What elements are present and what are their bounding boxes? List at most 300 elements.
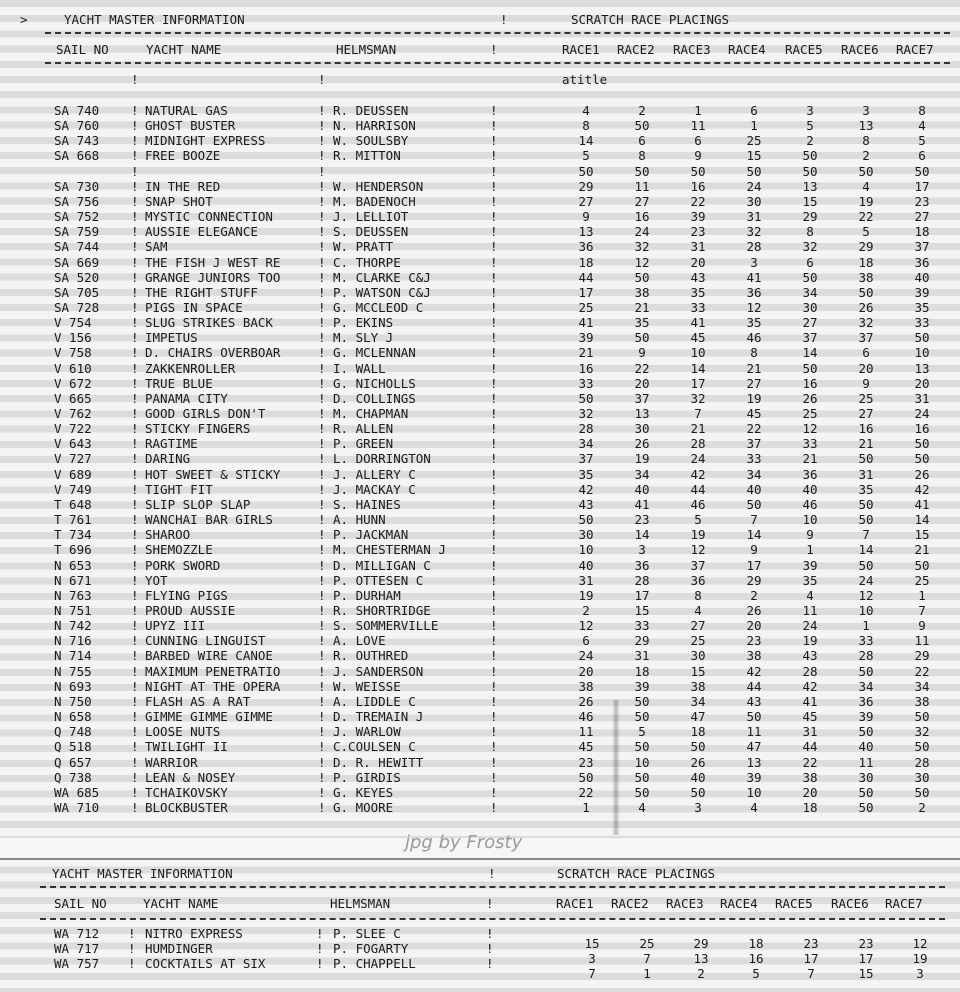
race-placing: 1 <box>582 799 590 815</box>
race-placing: 16 <box>690 178 706 194</box>
yacht-name: YOT <box>145 572 168 588</box>
race-placing: 11 <box>578 724 594 740</box>
race-placing: 24 <box>578 648 594 664</box>
race-placing: 8 <box>582 118 590 134</box>
helmsman-name: D. TREMAIN J <box>333 709 424 724</box>
yacht-name: DARING <box>145 451 191 467</box>
race-placing: 50 <box>634 163 650 179</box>
column-divider: ! <box>318 769 326 785</box>
sail-number: V 762 <box>54 406 92 421</box>
column-divider: ! <box>490 557 498 573</box>
race-placing: 46 <box>578 709 594 724</box>
race-placing: 9 <box>750 542 758 558</box>
race-placing: 22 <box>802 754 818 770</box>
race-placing: 3 <box>588 951 596 966</box>
race-placing: 27 <box>746 375 762 391</box>
table-row <box>0 800 960 815</box>
column-divider: ! <box>131 769 139 785</box>
sail-number: V 610 <box>54 360 92 376</box>
race-placing: 3 <box>862 103 870 118</box>
column-divider: ! <box>131 103 139 118</box>
race-placing: 42 <box>690 466 706 482</box>
race-placing: 50 <box>634 693 650 709</box>
race-placing: 30 <box>746 193 762 209</box>
column-divider: ! <box>318 193 326 209</box>
race-placing: 36 <box>690 572 706 588</box>
race-placing: 13 <box>746 754 762 770</box>
race-placing: 18 <box>634 663 650 679</box>
race-placing: 4 <box>582 103 590 118</box>
race-placing: 32 <box>802 239 818 255</box>
race-placing: 1 <box>694 103 702 118</box>
race-placing: 22 <box>690 193 706 209</box>
race-placing: 23 <box>803 936 819 951</box>
helmsman-name: W. WEISSE <box>333 678 401 694</box>
column-divider: ! <box>131 148 139 164</box>
yacht-name: SLUG STRIKES BACK <box>145 315 273 331</box>
column-divider: ! <box>318 254 326 270</box>
column-divider: ! <box>131 118 139 134</box>
column-divider: ! <box>131 330 139 346</box>
column-divider: ! <box>131 315 139 331</box>
table-row <box>0 330 960 345</box>
sail-number: WA 757 <box>54 956 100 971</box>
column-divider: ! <box>131 739 139 755</box>
column-divider: ! <box>490 209 498 225</box>
column-divider: ! <box>131 799 139 815</box>
race-placing: 11 <box>746 724 762 740</box>
race-header-7: RACE7 <box>896 42 934 57</box>
race-placing: 30 <box>802 300 818 315</box>
yacht-name: MIDNIGHT EXPRESS <box>145 133 266 149</box>
helmsman-name: M. CHESTERMAN J <box>333 542 446 558</box>
race-placing: 21 <box>802 451 818 467</box>
race-placing: 50 <box>914 557 930 573</box>
race-placing: 22 <box>914 663 930 679</box>
table-row <box>0 239 960 254</box>
column-divider: ! <box>488 866 496 881</box>
sail-number: N 671 <box>54 572 92 588</box>
sail-number: SA 740 <box>54 103 100 118</box>
race-placing: 43 <box>802 648 818 664</box>
race-placing: 14 <box>858 542 874 558</box>
race-placing: 14 <box>634 527 650 543</box>
sheet2-title-row <box>0 866 960 881</box>
race-placing: 50 <box>802 148 818 164</box>
table-row <box>0 558 960 573</box>
race-placing: 36 <box>802 466 818 482</box>
race-placing: 13 <box>693 951 709 966</box>
race-placing: 38 <box>802 769 818 785</box>
sail-number: N 763 <box>54 587 92 603</box>
column-divider: ! <box>318 163 326 179</box>
race-placing: 4 <box>806 587 814 603</box>
helmsman-name: S. HAINES <box>333 496 401 512</box>
sail-number: N 742 <box>54 618 92 634</box>
table-row <box>0 648 960 663</box>
race-placing: 4 <box>694 603 702 618</box>
yacht-name: IN THE RED <box>145 178 221 194</box>
race-placing: 42 <box>578 481 594 497</box>
table-row <box>0 497 960 512</box>
column-divider: ! <box>318 360 326 376</box>
race-placing: 44 <box>746 678 762 694</box>
yacht-name: BARBED WIRE CANOE <box>145 648 273 664</box>
race-placing: 9 <box>862 375 870 391</box>
column-divider: ! <box>318 663 326 679</box>
race-header-1: RACE1 <box>556 896 594 911</box>
race-placing: 39 <box>858 709 874 724</box>
header-yacht-name: YACHT NAME <box>146 42 222 57</box>
column-divider: ! <box>131 648 139 664</box>
helmsman-name: J. MACKAY C <box>333 481 416 497</box>
table-row <box>0 391 960 406</box>
table-row <box>0 588 960 603</box>
race-placing: 7 <box>807 966 815 981</box>
yacht-name: TRUE BLUE <box>145 375 213 391</box>
column-divider: ! <box>490 527 498 543</box>
race-placing: 10 <box>634 754 650 770</box>
column-divider: ! <box>490 784 498 800</box>
sail-number: V 156 <box>54 330 92 346</box>
column-divider: ! <box>490 481 498 497</box>
helmsman-name: R. SHORTRIDGE <box>333 603 431 618</box>
column-divider: ! <box>490 451 498 467</box>
column-divider: ! <box>490 345 498 361</box>
yacht-name: UPYZ III <box>145 618 206 634</box>
race-placing: 24 <box>914 406 930 421</box>
race-placing: 37 <box>690 557 706 573</box>
header-sail-no: SAIL NO <box>54 896 107 911</box>
column-divider: ! <box>318 300 326 315</box>
race-placing: 5 <box>806 118 814 134</box>
yacht-name: MYSTIC CONNECTION <box>145 209 273 225</box>
race-placing: 27 <box>578 193 594 209</box>
race-placing: 33 <box>802 436 818 452</box>
race-placing: 3 <box>806 103 814 118</box>
race-placing: 47 <box>690 709 706 724</box>
sail-number: SA 756 <box>54 193 100 209</box>
race-placing: 6 <box>694 133 702 149</box>
separator-line <box>40 918 945 920</box>
race-placing: 50 <box>858 512 874 527</box>
race-placing: 36 <box>578 239 594 255</box>
helmsman-name: D. R. HEWITT <box>333 754 424 770</box>
race-placing: 1 <box>806 542 814 558</box>
race-placing: 14 <box>746 527 762 543</box>
helmsman-name: P. FOGARTY <box>333 941 409 956</box>
race-placing: 9 <box>582 209 590 225</box>
race-placing: 25 <box>639 936 655 951</box>
column-divider: ! <box>490 406 498 421</box>
title-scratch-race: SCRATCH RACE PLACINGS <box>571 12 730 27</box>
column-divider: ! <box>131 300 139 315</box>
race-placing: 29 <box>746 572 762 588</box>
table-row <box>0 482 960 497</box>
race-placing: 11 <box>858 754 874 770</box>
race-placing: 2 <box>697 966 705 981</box>
table-row <box>0 315 960 330</box>
header-helmsman: HELMSMAN <box>330 896 391 911</box>
sail-number: SA 520 <box>54 269 100 285</box>
column-divider: ! <box>316 926 324 941</box>
helmsman-name: R. MITTON <box>333 148 401 164</box>
column-divider: ! <box>131 451 139 467</box>
yacht-name: WANCHAI BAR GIRLS <box>145 512 273 527</box>
helmsman-name: P. DURHAM <box>333 587 401 603</box>
table-row <box>0 118 960 133</box>
race-placing: 20 <box>746 618 762 634</box>
race-placing: 46 <box>802 496 818 512</box>
race-placing: 50 <box>914 784 930 800</box>
race-placing: 28 <box>578 421 594 437</box>
race-placing: 47 <box>746 739 762 755</box>
race-placing: 41 <box>690 315 706 331</box>
sail-number: T 734 <box>54 527 92 543</box>
race-placing: 26 <box>690 754 706 770</box>
helmsman-name: P. SLEE C <box>333 926 401 941</box>
race-placing: 20 <box>858 360 874 376</box>
helmsman-name: W. PRATT <box>333 239 394 255</box>
column-divider: ! <box>131 345 139 361</box>
race-placing: 50 <box>858 799 874 815</box>
column-divider: ! <box>490 284 498 300</box>
race-placing: 37 <box>578 451 594 467</box>
race-placing: 33 <box>578 375 594 391</box>
column-divider: ! <box>490 224 498 240</box>
race-placing: 34 <box>690 693 706 709</box>
table-row <box>0 285 960 300</box>
yacht-name: D. CHAIRS OVERBOAR <box>145 345 281 361</box>
race-placing: 34 <box>634 466 650 482</box>
table-row <box>0 527 960 542</box>
race-placing: 37 <box>746 436 762 452</box>
column-divider: ! <box>318 239 326 255</box>
header-yacht-name: YACHT NAME <box>143 896 219 911</box>
table-row <box>0 603 960 618</box>
helmsman-name: A. LOVE <box>333 633 386 649</box>
race-placing: 38 <box>914 693 930 709</box>
column-divider: ! <box>318 618 326 634</box>
table-row <box>0 209 960 224</box>
race-placing: 13 <box>914 360 930 376</box>
race-placing: 11 <box>634 178 650 194</box>
race-placing: 4 <box>638 799 646 815</box>
race-placing: 16 <box>914 421 930 437</box>
table-row <box>0 618 960 633</box>
race-placing: 45 <box>802 709 818 724</box>
race-placing: 17 <box>634 587 650 603</box>
race-placing: 9 <box>638 345 646 361</box>
race-placing: 22 <box>578 784 594 800</box>
race-placing: 44 <box>690 481 706 497</box>
race-placing: 22 <box>858 209 874 225</box>
race-placing: 45 <box>746 406 762 421</box>
column-divider: ! <box>490 724 498 740</box>
race-placing: 50 <box>634 330 650 346</box>
race-placing: 50 <box>914 436 930 452</box>
race-placing: 45 <box>578 739 594 755</box>
race-placing: 31 <box>634 648 650 664</box>
column-divider: ! <box>490 572 498 588</box>
race-placing: 14 <box>578 133 594 149</box>
race-placing: 34 <box>746 466 762 482</box>
yacht-name: NATURAL GAS <box>145 103 228 118</box>
table-row <box>0 512 960 527</box>
paper-crease <box>612 700 620 835</box>
race-placing: 50 <box>634 118 650 134</box>
race-placing: 40 <box>746 481 762 497</box>
table-row <box>0 633 960 648</box>
table-row <box>0 179 960 194</box>
yacht-name: IMPETUS <box>145 330 198 346</box>
race-placing: 41 <box>914 496 930 512</box>
race-placing: 11 <box>690 118 706 134</box>
race-placing: 6 <box>918 148 926 164</box>
race-placing: 15 <box>690 663 706 679</box>
column-divider: ! <box>131 784 139 800</box>
race-placing: 46 <box>746 330 762 346</box>
sail-number: N 653 <box>54 557 92 573</box>
race-header-6: RACE6 <box>831 896 869 911</box>
race-placing: 50 <box>914 163 930 179</box>
race-placing: 50 <box>634 739 650 755</box>
column-divider: ! <box>490 239 498 255</box>
race-placing: 4 <box>750 799 758 815</box>
race-placing: 1 <box>643 966 651 981</box>
column-divider: ! <box>490 300 498 315</box>
yacht-name: SHEMOZZLE <box>145 542 213 558</box>
column-divider: ! <box>316 956 324 971</box>
column-divider: ! <box>318 345 326 361</box>
helmsman-name: M. BADENOCH <box>333 193 416 209</box>
yacht-name: HOT SWEET & STICKY <box>145 466 281 482</box>
race-placing: 21 <box>634 300 650 315</box>
sail-number: V 689 <box>54 466 92 482</box>
race-placing: 14 <box>690 360 706 376</box>
race-placing: 45 <box>690 330 706 346</box>
race-placing: 10 <box>858 603 874 618</box>
table-row <box>0 300 960 315</box>
column-divider: ! <box>486 926 494 941</box>
race-placing: 50 <box>858 663 874 679</box>
race-placing: 44 <box>802 739 818 755</box>
race-placing: 32 <box>858 315 874 331</box>
sail-number: SA 705 <box>54 284 100 300</box>
column-divider: ! <box>318 72 326 87</box>
helmsman-name: P. CHAPPELL <box>333 956 416 971</box>
race-header-5: RACE5 <box>785 42 823 57</box>
race-placing: 17 <box>746 557 762 573</box>
race-placing: 20 <box>634 375 650 391</box>
table-row <box>0 133 960 148</box>
column-divider: ! <box>128 956 136 971</box>
column-divider: ! <box>318 481 326 497</box>
race-placing: 3 <box>916 966 924 981</box>
yacht-name: FLASH AS A RAT <box>145 693 251 709</box>
race-placing: 38 <box>858 269 874 285</box>
column-divider: ! <box>318 724 326 740</box>
column-divider: ! <box>131 72 139 87</box>
table-row <box>0 421 960 436</box>
helmsman-name: M. CLARKE C&J <box>333 269 431 285</box>
race-placing: 32 <box>634 239 650 255</box>
sheet1-subtitle-row <box>0 72 960 87</box>
race-placing: 34 <box>802 284 818 300</box>
race-placing: 20 <box>578 663 594 679</box>
race-placing: 3 <box>750 254 758 270</box>
race-placing: 31 <box>746 209 762 225</box>
sail-number: V 754 <box>54 315 92 331</box>
column-divider: ! <box>318 284 326 300</box>
watermark: jpg by Frosty <box>405 832 523 853</box>
race-placing: 7 <box>750 512 758 527</box>
race-placing: 26 <box>634 436 650 452</box>
table-row <box>0 361 960 376</box>
race-placing: 3 <box>638 542 646 558</box>
race-placing: 21 <box>914 542 930 558</box>
race-placing: 12 <box>912 936 928 951</box>
table-row <box>0 255 960 270</box>
race-placing: 2 <box>582 603 590 618</box>
helmsman-name: A. HUNN <box>333 512 386 527</box>
score-row <box>0 966 960 981</box>
race-placing: 7 <box>694 406 702 421</box>
sail-number: V 665 <box>54 390 92 406</box>
race-placing: 1 <box>918 587 926 603</box>
race-placing: 19 <box>634 451 650 467</box>
column-divider: ! <box>318 496 326 512</box>
yacht-name: THE FISH J WEST RE <box>145 254 281 270</box>
race-placing: 29 <box>802 209 818 225</box>
helmsman-name: R. DEUSSEN <box>333 103 409 118</box>
sail-number: N 751 <box>54 603 92 618</box>
sail-number: V 758 <box>54 345 92 361</box>
column-divider: ! <box>490 799 498 815</box>
column-divider: ! <box>131 496 139 512</box>
helmsman-name: G. NICHOLLS <box>333 375 416 391</box>
table-row <box>0 224 960 239</box>
race-placing: 21 <box>746 360 762 376</box>
yacht-name: RAGTIME <box>145 436 198 452</box>
yacht-name: SLIP SLOP SLAP <box>145 496 251 512</box>
column-divider: ! <box>131 466 139 482</box>
race-placing: 39 <box>690 209 706 225</box>
arrow-marker: > <box>20 12 28 27</box>
helmsman-name: S. DEUSSEN <box>333 224 409 240</box>
race-placing: 25 <box>858 390 874 406</box>
column-divider: ! <box>131 360 139 376</box>
race-placing: 35 <box>914 300 930 315</box>
race-placing: 50 <box>914 330 930 346</box>
column-divider: ! <box>490 360 498 376</box>
sail-number: SA 752 <box>54 209 100 225</box>
helmsman-name: S. SOMMERVILLE <box>333 618 439 634</box>
column-divider: ! <box>318 678 326 694</box>
title-scratch-race: SCRATCH RACE PLACINGS <box>557 866 716 881</box>
yacht-name: PANAMA CITY <box>145 390 228 406</box>
race-placing: 2 <box>638 103 646 118</box>
sail-number: SA 668 <box>54 148 100 164</box>
column-divider: ! <box>131 481 139 497</box>
column-divider: ! <box>318 421 326 437</box>
column-divider: ! <box>486 941 494 956</box>
sail-number: N 658 <box>54 709 92 724</box>
column-divider: ! <box>490 254 498 270</box>
yacht-name: SNAP SHOT <box>145 193 213 209</box>
column-divider: ! <box>490 739 498 755</box>
race-placing: 35 <box>858 481 874 497</box>
